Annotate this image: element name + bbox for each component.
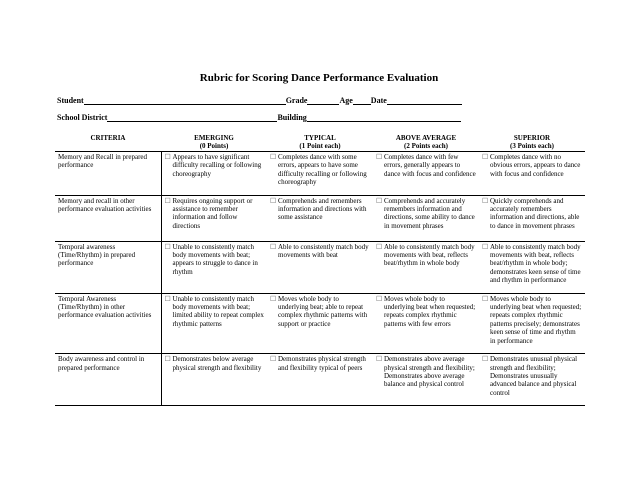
rubric-table: [55, 133, 585, 406]
above-average-cell: ☐ Demonstrates above average physical strength and flexibility; Demonstrates above average balance and physical control: [373, 354, 479, 406]
emerging-cell: ☐ Requires ongoing support or assistance to remember information and follow directions: [161, 195, 267, 241]
criteria-cell: Memory and Recall in prepared performance: [55, 152, 161, 196]
checkbox-icon[interactable]: ☐: [376, 294, 383, 303]
checkbox-icon[interactable]: ☐: [270, 153, 277, 161]
emerging-cell: ☐ Unable to consistently match body movements with beat; appears to struggle to dance in rhythm: [161, 241, 267, 293]
criteria-cell: Temporal Awareness (Time/Rhythm) in other performance evaluation activities: [55, 293, 161, 353]
emerging-cell: ☐ Demonstrates below average physical strength and flexibility: [161, 354, 267, 406]
checkbox-icon[interactable]: ☐: [482, 294, 489, 303]
typical-cell: ☐ Comprehends and remembers information and directions with some assistance: [267, 195, 373, 241]
checkbox-icon[interactable]: ☐: [482, 153, 489, 161]
school-district-field[interactable]: [107, 113, 277, 122]
table-row: [55, 354, 585, 406]
page-title: Rubric for Scoring Dance Performance Evaluation: [199, 72, 439, 84]
checkbox-icon[interactable]: ☐: [376, 355, 383, 364]
superior-cell: ☐ Moves whole body to underlying beat when requested; repeats complex rhythmic patterns precisely; demonstrates keen sense of time and rhythm in performance: [479, 293, 585, 353]
checkbox-icon[interactable]: ☐: [164, 294, 171, 303]
header-above-average: ABOVE AVERAGE (2 Points each): [373, 133, 479, 152]
checkbox-icon[interactable]: ☐: [164, 153, 171, 161]
checkbox-icon[interactable]: ☐: [164, 242, 171, 251]
checkbox-icon[interactable]: ☐: [482, 196, 489, 205]
emerging-cell: ☐ Appears to have significant difficulty recalling or following choreography: [161, 152, 267, 196]
checkbox-icon[interactable]: ☐: [376, 196, 383, 205]
typical-cell: ☐ Demonstrates physical strength and flexibility typical of peers: [267, 354, 373, 406]
student-label: Student: [57, 96, 84, 105]
grade-field[interactable]: [307, 96, 339, 105]
checkbox-icon[interactable]: ☐: [482, 242, 489, 251]
superior-cell: ☐ Completes dance with no obvious errors, appears to dance with focus and confidence: [479, 152, 585, 196]
building-field[interactable]: [307, 113, 461, 122]
superior-cell: ☐ Able to consistently match body movements with beat, reflects beat/rhythm in whole body; demonstrates keen sense of time and rhythm in performance: [479, 241, 585, 293]
checkbox-icon[interactable]: ☐: [164, 355, 171, 364]
grade-label: Grade: [285, 96, 308, 105]
checkbox-icon[interactable]: ☐: [482, 355, 489, 364]
checkbox-icon[interactable]: ☐: [376, 153, 383, 161]
checkbox-icon[interactable]: ☐: [270, 196, 277, 205]
typical-cell: ☐ Completes dance with some errors, appears to have some difficulty recalling or following choreography: [267, 152, 373, 196]
age-label: Age: [339, 96, 353, 105]
building-label: Building: [277, 113, 307, 122]
age-field[interactable]: [353, 96, 371, 105]
student-field[interactable]: [84, 96, 286, 105]
table-row: [55, 152, 585, 196]
header-criteria: CRITERIA: [55, 133, 161, 152]
header-row: [55, 133, 585, 152]
checkbox-icon[interactable]: ☐: [376, 242, 383, 251]
typical-cell: ☐ Able to consistently match body movements with beat: [267, 241, 373, 293]
above-average-cell: ☐ Able to consistently match body movements with beat, reflects beat/rhythm in whole body: [373, 241, 479, 293]
criteria-cell: Memory and recall in other performance evaluation activities: [55, 195, 161, 241]
emerging-cell: ☐ Unable to consistently match body movements with beat; limited ability to repeat complex rhythmic patterns: [161, 293, 267, 353]
date-field[interactable]: [387, 96, 462, 105]
table-row: [55, 293, 585, 353]
table-row: [55, 241, 585, 293]
superior-cell: ☐ Quickly comprehends and accurately remembers information and directions, able to dance in movement phrases: [479, 195, 585, 241]
above-average-cell: ☐ Completes dance with few errors, generally appears to dance with focus and confidence: [373, 152, 479, 196]
above-average-cell: ☐ Moves whole body to underlying beat when requested; repeats complex rhythmic patterns with few errors: [373, 293, 479, 353]
typical-cell: ☐ Moves whole body to underlying beat; able to repeat complex rhythmic patterns with support or practice: [267, 293, 373, 353]
school-info-line: [57, 113, 461, 122]
header-emerging: EMERGING (0 Points): [161, 133, 267, 152]
criteria-cell: Temporal awareness (Time/Rhythm) in prepared performance: [55, 241, 161, 293]
above-average-cell: ☐ Comprehends and accurately remembers information and directions, some ability to dance in movement phrases: [373, 195, 479, 241]
checkbox-icon[interactable]: ☐: [270, 355, 277, 364]
header-typical: TYPICAL (1 Point each): [267, 133, 373, 152]
header-superior: SUPERIOR (3 Points each): [479, 133, 585, 152]
school-district-label: School District: [57, 113, 108, 122]
checkbox-icon[interactable]: ☐: [164, 196, 171, 205]
criteria-cell: Body awareness and control in prepared performance: [55, 354, 161, 406]
date-label: Date: [370, 96, 387, 105]
student-info-line: [57, 96, 462, 105]
checkbox-icon[interactable]: ☐: [270, 294, 277, 303]
superior-cell: ☐ Demonstrates unusual physical strength and flexibility; Demonstrates unusually advanced balance and physical control: [479, 354, 585, 406]
table-row: [55, 195, 585, 241]
checkbox-icon[interactable]: ☐: [270, 242, 277, 251]
